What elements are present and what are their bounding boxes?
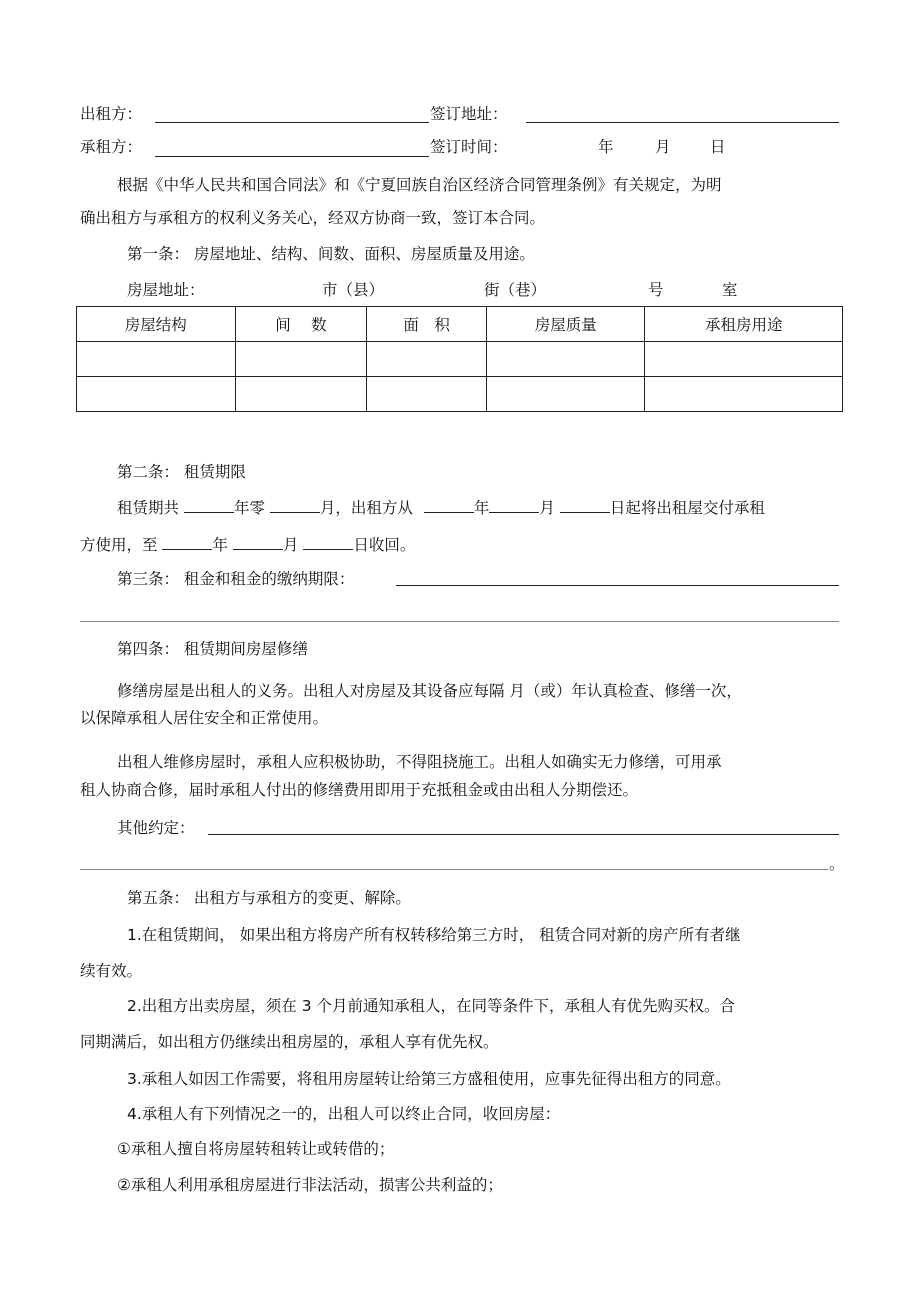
table-cell[interactable]: [235, 377, 367, 412]
clause-2-line-2: 同期满后，如出租方仍继续出租房屋的，承租人享有优先权。: [80, 1033, 499, 1051]
sign-place-field[interactable]: [526, 122, 839, 123]
end-day-label: 日收回。: [353, 536, 416, 554]
clause-3: 3.承租人如因工作需要，将租用房屋转让给第三方盛租使用，应事先征得出租方的同意。: [127, 1070, 731, 1088]
table-row: [77, 342, 843, 377]
article-2-line-1: [117, 496, 765, 519]
other-agreement-label: 其他约定：: [117, 819, 195, 837]
clause-1-line-2: 续有效。: [80, 962, 143, 980]
article-4-p2-line-1: 出租人维修房屋时，承租人应积极协助，不得阻挠施工。出租人如确实无力修缮，可用承: [117, 753, 722, 771]
sign-time-label: 签订时间：: [430, 138, 508, 156]
end-day-blank[interactable]: [303, 533, 353, 550]
lease-months-blank[interactable]: [270, 496, 320, 513]
address-city: 市（县）: [322, 281, 385, 299]
table-header-row: [77, 307, 843, 342]
table-cell[interactable]: [77, 377, 236, 412]
table-header-cell: 面 积: [367, 307, 487, 342]
lessee-label: 承租方：: [80, 138, 143, 156]
end-month-label: 月: [282, 536, 299, 554]
sign-day: 日: [710, 138, 726, 156]
condition-1: ①承租人擅自将房屋转租转让或转借的；: [117, 1140, 395, 1158]
start-month-blank[interactable]: [489, 496, 539, 513]
table-header-cell: 承租房用途: [645, 307, 843, 342]
other-agreement-field-continued[interactable]: [80, 869, 828, 870]
sign-year: 年: [598, 138, 614, 156]
table-header-cell: 间 数: [235, 307, 367, 342]
start-from-label: 月，出租方从: [319, 499, 413, 517]
article-2-line-2: [80, 533, 415, 556]
table-cell[interactable]: [367, 377, 487, 412]
other-agreement-end-mark: 。: [829, 855, 845, 873]
table-cell[interactable]: [367, 342, 487, 377]
article-4-p1-line-1: 修缮房屋是出租人的义务。出租人对房屋及其设备应每隔 月（或）年认真检查、修缮一次，: [117, 682, 742, 700]
clause-4: 4.承租人有下列情况之一的，出租人可以终止合同，收回房屋：: [127, 1105, 561, 1123]
start-day-label: 日起将出租屋交付承租: [609, 499, 765, 517]
address-number: 号: [648, 281, 664, 299]
condition-2: ②承租人利用承租房屋进行非法活动，损害公共利益的；: [117, 1176, 503, 1194]
start-day-blank[interactable]: [560, 496, 610, 513]
address-room: 室: [722, 281, 738, 299]
end-year-label: 年: [212, 536, 228, 554]
lessor-label: 出租方：: [80, 105, 143, 123]
rent-terms-field-continued[interactable]: [80, 621, 839, 622]
article-2-title: 第二条： 租赁期限: [117, 463, 246, 481]
other-agreement-field[interactable]: [208, 834, 839, 835]
table-cell[interactable]: [645, 342, 843, 377]
article-4-p2-line-2: 租人协商合修，届时承租人付出的修缮费用即用于充抵租金或由出租人分期偿还。: [80, 781, 639, 799]
lease-years-blank[interactable]: [184, 496, 234, 513]
table-cell[interactable]: [486, 377, 645, 412]
table-cell[interactable]: [235, 342, 367, 377]
article-4-p1-line-2: 以保障承租人居住安全和正常使用。: [80, 709, 329, 727]
start-year-blank[interactable]: [424, 496, 474, 513]
article-3-title: 第三条： 租金和租金的缴纳期限：: [117, 570, 355, 588]
end-year-blank[interactable]: [162, 533, 212, 550]
table-cell[interactable]: [486, 342, 645, 377]
year-zero-label: 年零: [233, 499, 265, 517]
table-header-cell: 房屋结构: [77, 307, 236, 342]
sign-place-label: 签订地址：: [430, 105, 508, 123]
article-5-title: 第五条： 出租方与承租方的变更、解除。: [127, 889, 411, 907]
clause-2-line-1: 2.出租方出卖房屋，须在 3 个月前通知承租人，在同等条件下，承租人有优先购买权。合: [127, 997, 736, 1015]
intro-line-2: 确出租方与承租方的权利义务关心，经双方协商一致，签订本合同。: [80, 209, 546, 227]
return-label: 方使用，至: [80, 536, 158, 554]
clause-1-line-1: 1.在租赁期间， 如果出租方将房产所有权转移给第三方时， 租赁合同对新的房产所有者继: [127, 926, 741, 944]
article-4-title: 第四条： 租赁期间房屋修缮: [117, 640, 308, 658]
sign-month: 月: [655, 138, 671, 156]
table-row: [77, 377, 843, 412]
table-cell[interactable]: [77, 342, 236, 377]
start-month-label: 月: [539, 499, 555, 517]
property-table: [76, 306, 843, 412]
lessor-field[interactable]: [155, 122, 429, 123]
lessee-field[interactable]: [155, 156, 429, 157]
start-year-label: 年: [473, 499, 490, 517]
address-label: 房屋地址：: [127, 281, 205, 299]
rent-terms-field[interactable]: [396, 585, 839, 586]
table-cell[interactable]: [645, 377, 843, 412]
end-month-blank[interactable]: [233, 533, 283, 550]
article-1-title: 第一条： 房屋地址、结构、间数、面积、房屋质量及用途。: [127, 245, 535, 263]
intro-line-1: 根据《中华人民共和国合同法》和《宁夏回族自治区经济合同管理条例》有关规定，为明: [117, 176, 722, 194]
table-header-cell: 房屋质量: [486, 307, 645, 342]
lease-term-label: 租赁期共: [117, 499, 180, 517]
address-street: 街（巷）: [484, 281, 547, 299]
